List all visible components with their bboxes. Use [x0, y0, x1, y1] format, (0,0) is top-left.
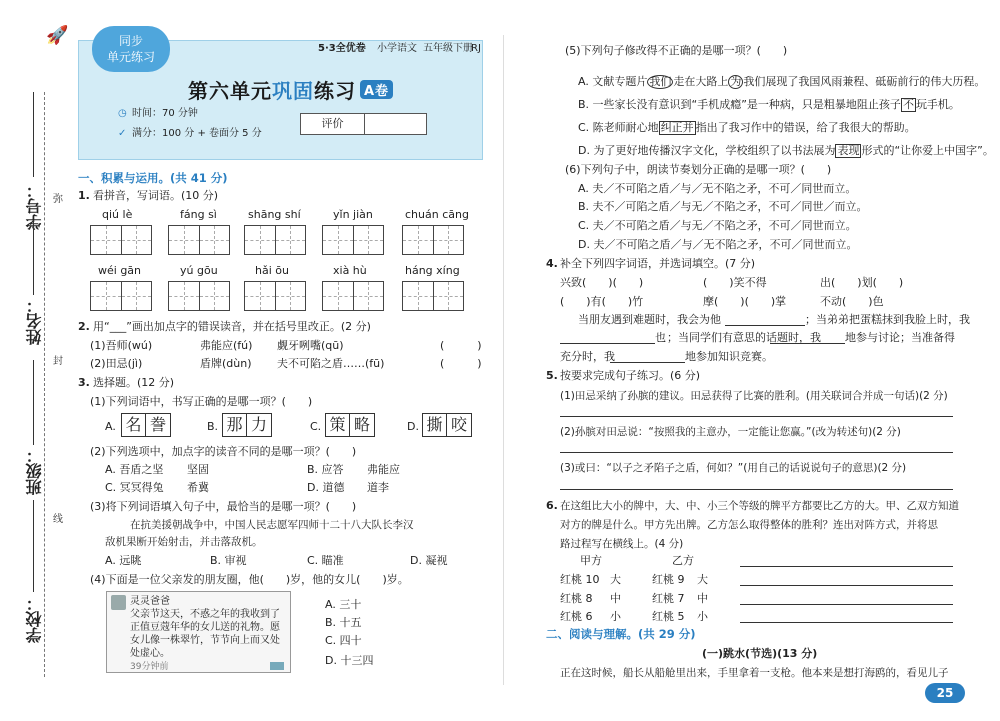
fill-line[interactable]	[725, 325, 805, 326]
q2-option: (2)田忌(jì)	[90, 357, 143, 370]
option: 道李	[367, 481, 389, 494]
exam-time: 时间：70 分钟	[132, 108, 198, 119]
q6b-text: 路过程写在横线上。(4 分)	[560, 538, 684, 550]
pinyin: xià hù	[333, 264, 367, 277]
card-cell: 中	[697, 592, 708, 605]
q5b-sub: (2)孙膑对田忌说：“按照我的主意办，一定能让您赢。”(改为转述句)(2 分)	[560, 426, 901, 438]
q5-sub: (5)下列句子修改得不正确的是哪一项？( )	[565, 44, 788, 57]
answer-line[interactable]	[740, 622, 953, 623]
q4-passage: 当朋友遇到难题时，我会为他	[578, 313, 721, 326]
writing-grid[interactable]	[402, 225, 464, 255]
pinyin: yǐn jiàn	[333, 208, 373, 221]
q3-text: 选择题。(12 分)	[93, 376, 175, 389]
idiom-blank[interactable]: ( )笑不得	[703, 276, 767, 289]
section-1-heading: 一、积累与运用。(共 41 分)	[78, 171, 228, 185]
card-time: 39分钟前	[130, 662, 169, 672]
card-cell: 红桃 5	[652, 610, 685, 623]
card-cell: 红桃 9	[652, 573, 685, 586]
option[interactable]: A. 远眺	[105, 554, 142, 567]
q4-number: 4.	[546, 257, 558, 270]
label-student-number: 学号：	[25, 182, 44, 230]
pinyin: qiú lè	[102, 208, 133, 221]
writing-grid[interactable]	[322, 281, 384, 311]
q3-sub3: (3)将下列词语填入句子中，最恰当的是哪一项？( )	[90, 500, 357, 513]
q5-option-b[interactable]: B. 一些家长没有意识到“手机成瘾”是一种病，只是粗暴地阻止孩子 不 玩手机。	[578, 98, 960, 111]
pinyin: shāng shí	[248, 208, 301, 221]
writing-grid[interactable]	[322, 225, 384, 255]
answer-line[interactable]	[560, 489, 953, 490]
fill-line[interactable]	[560, 343, 655, 344]
unit-badge: 同步 单元练习	[92, 26, 170, 72]
writing-grid[interactable]	[402, 281, 464, 311]
option: 坚固	[187, 463, 209, 476]
writing-grid[interactable]	[244, 281, 306, 311]
option[interactable]: D. 夫／不可陷之盾／与／无不陷之矛，不可／同世而立。	[578, 238, 858, 251]
idiom-blank[interactable]: 摩( )( )掌	[703, 295, 787, 308]
card-cell: 大	[697, 573, 708, 586]
page-number: 25	[925, 683, 965, 703]
q5-option-a[interactable]: A. 文献专题片 我们 走在大路上 为 我们展现了我国风雨兼程、砥砺前行的伟大历程。	[578, 75, 986, 88]
answer-line[interactable]	[740, 604, 953, 605]
q2-option: 觑牙咧嘴(qū)	[277, 339, 344, 352]
option[interactable]: D. 十三四	[325, 654, 374, 667]
writing-grid[interactable]	[168, 281, 230, 311]
card-cell: 红桃 7	[652, 592, 685, 605]
card-cell: 中	[610, 592, 621, 605]
label-name: 姓名：	[25, 297, 44, 345]
label-school: 学校：	[25, 595, 44, 643]
pinyin: háng xíng	[405, 264, 460, 277]
card-text: 父亲节这天，不惑之年的我收到了	[130, 609, 280, 620]
seal-xian: 线	[53, 514, 63, 525]
q2-option: 盾牌(dùn)	[200, 357, 252, 370]
q4-passage: 地参加知识竞赛。	[685, 350, 773, 363]
q5b-text: 按要求完成句子练习。(6 分)	[560, 369, 701, 382]
option[interactable]: B. 应答	[307, 463, 344, 476]
q6b-number: 6.	[546, 499, 558, 512]
q2-option: 弗能应(fú)	[200, 339, 253, 352]
option[interactable]: D. 凝视	[410, 554, 448, 567]
q4-passage: 充分时，我	[560, 350, 615, 363]
writing-grid[interactable]	[90, 281, 152, 311]
writing-grid[interactable]	[244, 225, 306, 255]
option-label: B.	[207, 420, 219, 433]
option[interactable]: C. 瞄准	[307, 554, 344, 567]
q5-option-c[interactable]: C. 陈老师耐心地 纠正并 指出了我习作中的错误，给了我很大的帮助。	[578, 121, 916, 134]
exam-score: 满分：100 分 + 卷面分 5 分	[132, 128, 262, 139]
option[interactable]: B. 十五	[325, 616, 362, 629]
page-title: 第六单元巩固练习 A卷	[188, 75, 393, 104]
q2-answer[interactable]: ( )	[440, 339, 482, 352]
more-icon[interactable]	[270, 662, 284, 670]
name-line[interactable]	[33, 220, 34, 295]
option[interactable]: A. 三十	[325, 598, 362, 611]
pinyin: hǎi ōu	[255, 264, 289, 277]
answer-line[interactable]	[740, 566, 953, 567]
binding-line	[44, 92, 45, 677]
subject: 小学语文	[377, 43, 417, 54]
avatar	[111, 595, 126, 610]
fill-line[interactable]	[610, 362, 685, 363]
fill-line[interactable]	[770, 343, 845, 344]
card-cell: 小	[697, 610, 708, 623]
option[interactable]: B. 审视	[210, 554, 247, 567]
pinyin: chuán cāng	[405, 208, 469, 221]
word-box-a[interactable]: 名 誊	[121, 413, 171, 437]
side-b: 乙方	[672, 554, 694, 567]
student-number-line[interactable]	[33, 92, 34, 177]
q5-option-d[interactable]: D. 为了更好地传播汉字文化，学校组织了以书法展为 表现 形式的“让你爱上中国字”。	[578, 144, 994, 157]
option[interactable]: C. 四十	[325, 634, 362, 647]
option: 弗能应	[367, 463, 400, 476]
q5b-sub: (1)田忌采纳了孙膑的建议。田忌获得了比赛的胜利。(用关联词合并成一句话)(2 分)	[560, 390, 948, 402]
q4-passage: 地参与讨论；当准备得	[845, 331, 955, 344]
q3-passage: 敌机果断开始射击，并击落敌机。	[105, 536, 263, 548]
q2-text: 用“___”画出加点字的错误读音，并在括号里改正。(2 分)	[93, 320, 371, 333]
moments-card	[106, 591, 291, 673]
card-text: 女儿像一株翠竹，节节向上而又处	[130, 635, 280, 646]
option: 希冀	[187, 481, 209, 494]
writing-grid[interactable]	[168, 225, 230, 255]
evaluation-box[interactable]: 评价	[300, 113, 427, 135]
q1-text: 看拼音，写词语。(10 分)	[93, 189, 219, 202]
option-label: D.	[407, 420, 419, 433]
q6b-text: 在这组比大小的牌中，大、中、小三个等级的牌平方都要比乙方的大。甲、乙双方知道	[560, 500, 959, 512]
seal-mi: 弥	[53, 194, 63, 205]
section-2-heading: 二、阅读与理解。(共 29 分)	[546, 627, 696, 641]
side-a: 甲方	[580, 554, 602, 567]
answer-line[interactable]	[560, 452, 953, 453]
series-name: 5·3全优卷	[318, 43, 366, 54]
seal-feng: 封	[53, 356, 63, 367]
q2-number: 2.	[78, 320, 90, 333]
reading-title: (一)跳水(节选)(13 分)	[702, 647, 818, 660]
q4-passage: ；当同学们有意思的话题时，我	[667, 331, 821, 344]
option[interactable]: A. 夫／不可陷之盾／与／无不陷之矛，不可／同世而立。	[578, 182, 857, 195]
option[interactable]: B. 夫不／可陷之盾／与无／不陷之矛，不可／同世／而立。	[578, 200, 868, 213]
card-text: 处虚心。	[130, 648, 170, 659]
idiom-blank[interactable]: 不动( )色	[820, 295, 884, 308]
check-icon: ✓	[118, 128, 127, 139]
q5b-sub: (3)或曰：“以子之矛陷子之盾，何如？”(用自己的话说说句子的意思)(2 分)	[560, 462, 907, 474]
word-box-c[interactable]: 策 略	[325, 413, 375, 437]
option[interactable]: C. 冥冥得兔	[105, 481, 164, 494]
reading-passage: 正在这时候，船长从船舱里出来，手里拿着一支枪。他本来是想打海鸥的，看见儿子	[560, 667, 949, 679]
word-box-b[interactable]: 那 力	[222, 413, 272, 437]
q2-answer[interactable]: ( )	[440, 357, 482, 370]
card-cell: 红桃 8	[560, 592, 593, 605]
grade: 五年级下册	[423, 43, 473, 54]
q4-passage: 也	[655, 331, 666, 344]
q3-passage: 在抗美援朝战争中，中国人民志愿军四师十二十八大队长李汉	[130, 519, 414, 531]
idiom-blank[interactable]: 兴致( )( )	[560, 276, 644, 289]
q6-sub: (6)下列句子中，朗读节奏划分正确的是哪一项？( )	[565, 163, 832, 176]
q4-text: 补全下列四字词语，并选词填空。(7 分)	[560, 257, 756, 270]
clock-icon: ◷	[118, 108, 127, 119]
school-line[interactable]	[33, 500, 34, 592]
option-label: A.	[105, 420, 116, 433]
option-label: C.	[310, 420, 322, 433]
answer-line[interactable]	[740, 585, 953, 586]
edition: RJ	[471, 43, 481, 54]
page-divider	[503, 35, 504, 685]
answer-line[interactable]	[560, 416, 953, 417]
card-text: 正值豆蔻年华的女儿送的礼物。愿	[130, 622, 280, 633]
pinyin: yú gōu	[180, 264, 218, 277]
q3-sub2: (2)下列选项中，加点字的读音不同的是哪一项？( )	[90, 445, 357, 458]
card-cell: 红桃 6	[560, 610, 593, 623]
q6b-text: 对方的牌是什么。甲方先出牌。乙方怎么取得整体的胜利？连出对阵方式，并将思	[560, 519, 938, 531]
card-cell: 小	[610, 610, 621, 623]
q1-number: 1.	[78, 189, 90, 202]
q5b-number: 5.	[546, 369, 558, 382]
word-box-d[interactable]: 撕 咬	[422, 413, 472, 437]
rocket-icon: 🚀	[46, 25, 69, 46]
option[interactable]: A. 吾盾之坚	[105, 463, 164, 476]
pinyin: wéi gān	[98, 264, 142, 277]
idiom-blank[interactable]: ( )有( )竹	[560, 295, 644, 308]
q3-number: 3.	[78, 376, 90, 389]
label-class: 班级：	[25, 447, 44, 495]
pinyin: fáng sì	[180, 208, 217, 221]
option[interactable]: D. 道德	[307, 481, 345, 494]
q4-passage: ；当弟弟把蛋糕抹到我脸上时，我	[805, 313, 970, 326]
writing-grid[interactable]	[90, 225, 152, 255]
card-name: 灵灵爸爸	[130, 596, 170, 607]
q3-sub4: (4)下面是一位父亲发的朋友圈，他( )岁，他的女儿( )岁。	[90, 573, 409, 586]
q2-option: (1)吾师(wú)	[90, 339, 153, 352]
card-cell: 大	[610, 573, 621, 586]
q2-option: 夫不可陷之盾……(fū)	[277, 357, 385, 370]
class-line[interactable]	[33, 360, 34, 445]
q3-sub1: (1)下列词语中，书写正确的是哪一项？( )	[90, 395, 313, 408]
idiom-blank[interactable]: 出( )划( )	[820, 276, 904, 289]
option[interactable]: C. 夫／不可陷之盾／与无／不陷之矛，不可／同世而立。	[578, 219, 857, 232]
card-cell: 红桃 10	[560, 573, 600, 586]
